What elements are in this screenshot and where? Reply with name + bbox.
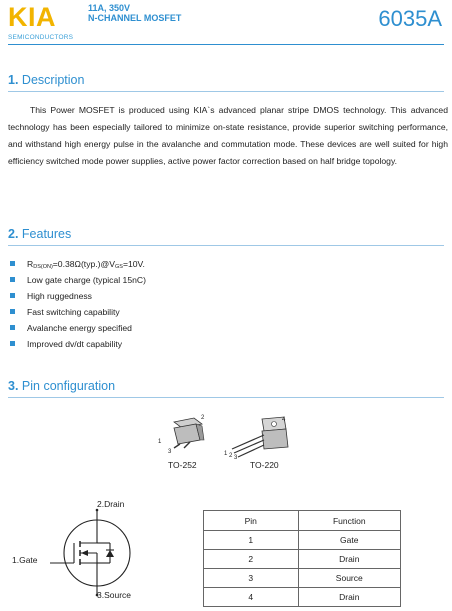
bullet-icon (10, 277, 15, 282)
rating-spec: 11A, 350V (88, 3, 131, 13)
pin-cell: 2 (204, 550, 299, 569)
feature-item: High ruggedness (10, 288, 146, 304)
column-header-function: Function (298, 511, 400, 531)
feature-item: Avalanche energy specified (10, 320, 146, 336)
bullet-icon (10, 309, 15, 314)
feature-item: Fast switching capability (10, 304, 146, 320)
header-divider (8, 44, 444, 45)
section-number: 3. (8, 379, 19, 393)
to220-pin-4: 4 (282, 417, 286, 423)
table-row (204, 569, 401, 588)
to220-pin-2: 2 (229, 453, 233, 459)
function-cell: Drain (298, 588, 400, 607)
rds-spec: RDS(ON)=0.38Ω(typ.)@VGS=10V. (27, 259, 145, 270)
table-row (204, 531, 401, 550)
company-logo: KIA (8, 2, 56, 32)
table-row (204, 550, 401, 569)
to220-pin-1: 1 (224, 451, 228, 457)
to252-pin-2: 2 (201, 415, 205, 421)
description-paragraph (8, 102, 448, 170)
function-cell: Gate (298, 531, 400, 550)
section-number: 2. (8, 227, 19, 241)
section-title-pin-configuration (8, 379, 115, 393)
bullet-icon (10, 293, 15, 298)
device-type: N-CHANNEL MOSFET (88, 13, 182, 23)
section-divider (8, 397, 444, 398)
section-heading: Pin configuration (21, 379, 116, 393)
section-divider (8, 91, 444, 92)
to252-pin-1: 1 (158, 439, 162, 445)
section-title-features (8, 227, 71, 241)
section-heading: Features (21, 227, 72, 241)
section-number: 1. (8, 73, 19, 87)
function-cell: Source (298, 569, 400, 588)
gate-label: 1.Gate (12, 555, 38, 565)
feature-item: Low gate charge (typical 15nC) (10, 272, 146, 288)
pin-cell: 1 (204, 531, 299, 550)
pin-function-table (203, 510, 401, 607)
feature-item: Improved dv/dt capability (10, 336, 146, 352)
bullet-icon (10, 325, 15, 330)
to220-pin-3: 3 (234, 455, 238, 461)
source-label: 3.Source (97, 590, 132, 600)
to252-pin-3: 3 (168, 449, 172, 455)
features-list (10, 256, 146, 352)
section-divider (8, 245, 444, 246)
function-cell: Drain (298, 550, 400, 569)
feature-item (10, 256, 146, 272)
table-header-row (204, 511, 401, 531)
pin-cell: 3 (204, 569, 299, 588)
description-text: This Power MOSFET is produced using KIA`s advanced planar stripe DMOS technology. This advanced technology has been especially tailored to minimize on-state resistance, provide superior switching performance, and withstand high energy pulse in the avalanche and commutation mode. These devices are well suited for high efficiency switched mode power supplies, active power factor correction based on half bridge topology. (8, 105, 448, 166)
mosfet-symbol (40, 505, 150, 605)
pin-cell: 4 (204, 588, 299, 607)
drain-label: 2.Drain (97, 499, 125, 509)
to220-label: TO-220 (250, 460, 279, 470)
bullet-icon (10, 341, 15, 346)
part-number: 6035A (378, 6, 442, 31)
section-heading: Description (21, 73, 85, 87)
bullet-icon (10, 261, 15, 266)
table-row (204, 588, 401, 607)
section-title-description (8, 73, 84, 87)
column-header-pin: Pin (204, 511, 299, 531)
logo-subtitle: SEMICONDUCTORS (8, 34, 74, 41)
to252-label: TO-252 (168, 460, 197, 470)
